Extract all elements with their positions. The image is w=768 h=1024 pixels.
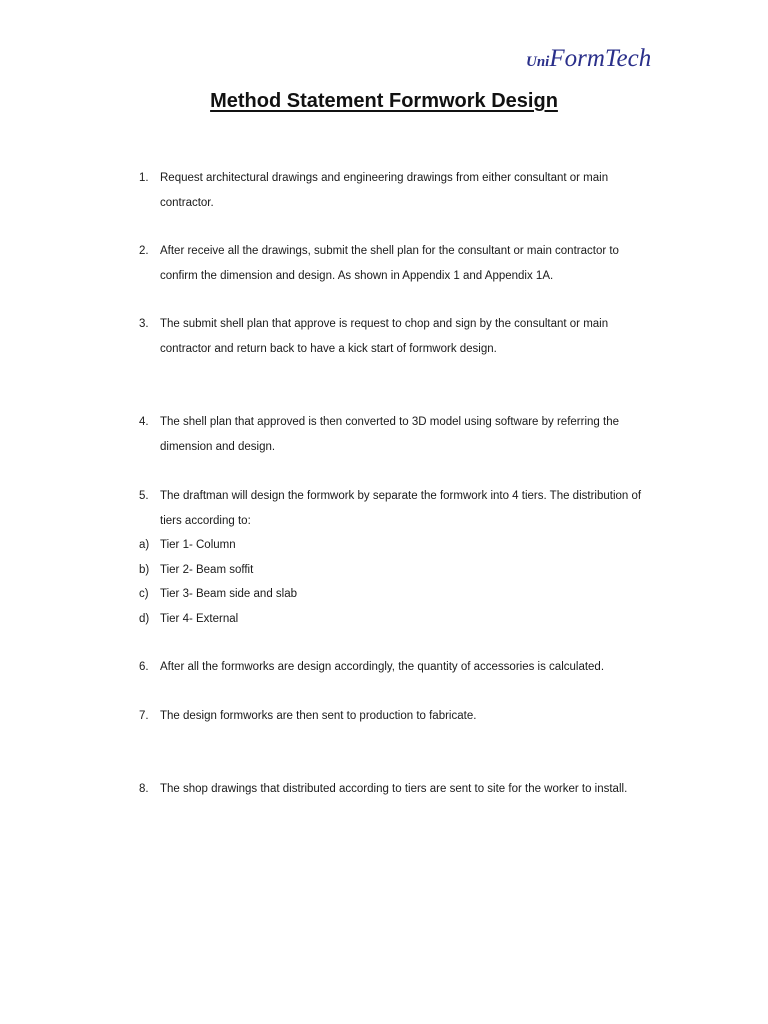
sub-item-text: Tier 2- Beam soffit <box>160 563 254 576</box>
sub-list-item <box>139 607 659 632</box>
logo-prefix: Uni <box>526 54 550 70</box>
sub-item-text: Tier 4- External <box>160 612 239 625</box>
sub-item-letter: a) <box>139 539 150 551</box>
step-number: 5. <box>139 490 149 502</box>
sub-list-item <box>139 533 659 558</box>
step-number: 1. <box>139 172 149 184</box>
step-item <box>139 777 659 802</box>
step-number: 7. <box>139 710 149 722</box>
step-item <box>139 239 659 288</box>
sub-item-text: Tier 1- Column <box>160 539 236 551</box>
step-number: 6. <box>139 661 149 673</box>
step-number: 4. <box>139 416 149 428</box>
step-number: 8. <box>139 783 149 795</box>
step-item <box>139 166 659 215</box>
step-text: After receive all the drawings, submit the shell plan for the consultant or main contractor to confirm the dimension and design. As shown in Appendix 1 and Appendix 1A. <box>160 245 619 282</box>
step-text: The shop drawings that distributed according to tiers are sent to site for the worker to install. <box>160 783 628 795</box>
step-text: The design formworks are then sent to production to fabricate. <box>160 710 477 722</box>
sub-item-letter: b) <box>139 563 150 576</box>
step-number: 2. <box>139 245 149 257</box>
sub-item-text: Tier 3- Beam side and slab <box>160 588 298 600</box>
step-item <box>139 704 659 729</box>
step-text: The submit shell plan that approve is request to chop and sign by the consultant or main contractor and return back to have a kick start of formwork design. <box>160 318 609 355</box>
step-number: 3. <box>139 318 149 330</box>
step-text: After all the formworks are design accordingly, the quantity of accessories is calculated. <box>160 661 605 673</box>
step-text: Request architectural drawings and engineering drawings from either consultant or main contractor. <box>160 172 609 209</box>
step-item <box>139 484 659 631</box>
sub-item-letter: d) <box>139 612 150 625</box>
step-text: The draftman will design the formwork by separate the formwork into 4 tiers. The distribution of tiers according to: <box>160 490 642 527</box>
logo-main: FormTech <box>549 45 652 72</box>
company-logo <box>526 46 651 71</box>
step-item <box>139 655 659 680</box>
document-title: Method Statement Formwork Design <box>210 90 558 112</box>
step-item <box>139 410 659 459</box>
step-item <box>139 312 659 361</box>
sub-list-item <box>139 558 659 583</box>
sub-item-letter: c) <box>139 588 149 600</box>
step-text: The shell plan that approved is then converted to 3D model using software by referring the dimension and design. <box>160 416 619 453</box>
sub-list-item <box>139 582 659 607</box>
